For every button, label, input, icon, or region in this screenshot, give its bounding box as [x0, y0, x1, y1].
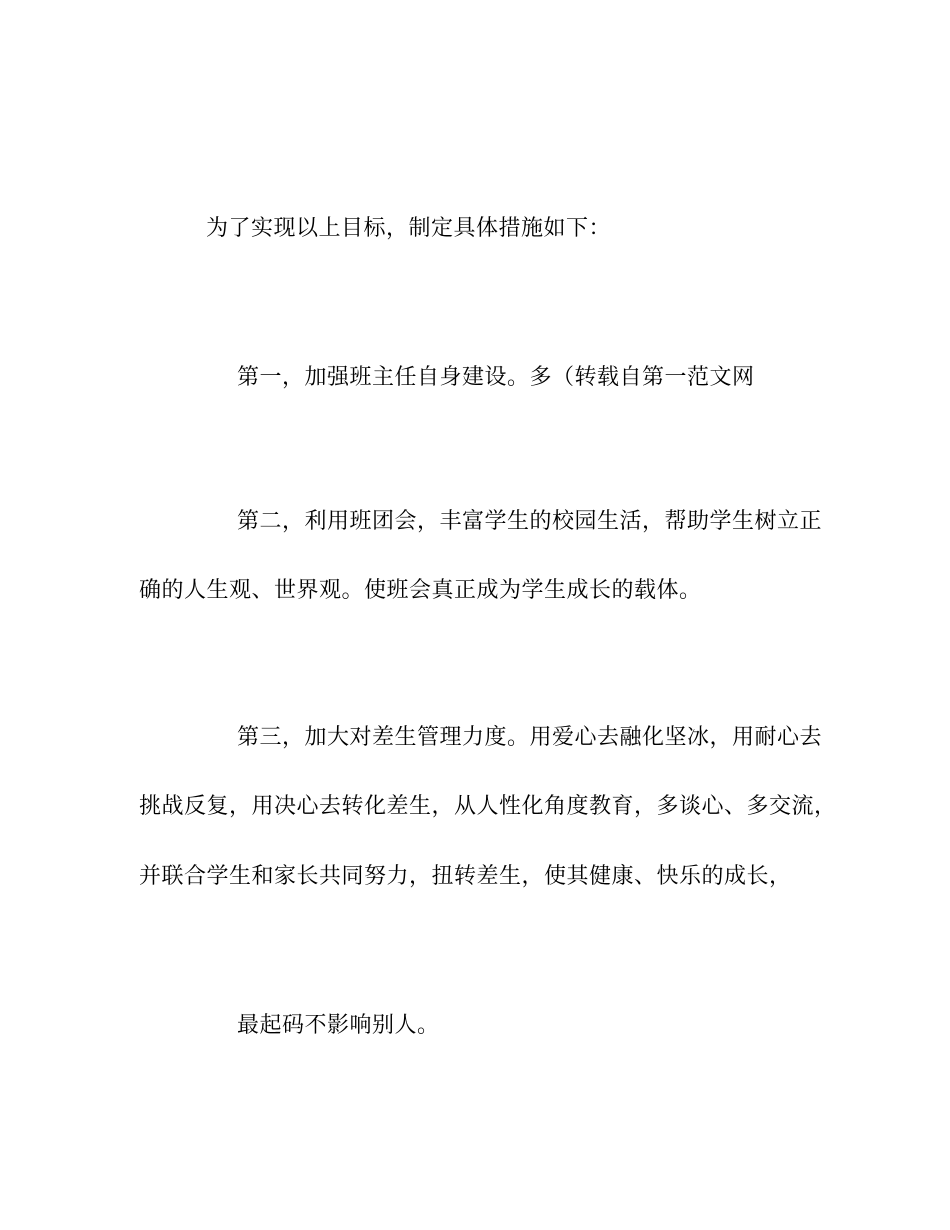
paragraph-closing: 最起码不影响别人。: [237, 1013, 440, 1038]
paragraph-third-measure-line-1: 第三，加大对差生管理力度。用爱心去融化坚冰，用耐心去: [237, 725, 823, 750]
paragraph-first-measure: 第一，加强班主任自身建设。多（转载自第一范文网: [237, 365, 755, 390]
paragraph-third-measure-line-3: 并联合学生和家长共同努力，扭转差生，使其健康、快乐的成长，: [139, 864, 792, 889]
paragraph-third-measure-line-2: 挑战反复，用决心去转化差生，从人性化角度教育，多谈心、多交流，: [139, 794, 837, 819]
paragraph-second-measure-line-1: 第二，利用班团会，丰富学生的校园生活，帮助学生树立正: [237, 509, 823, 534]
paragraph-measures-intro: 为了实现以上目标，制定具体措施如下：: [206, 216, 612, 241]
paragraph-second-measure-line-2: 确的人生观、世界观。使班会真正成为学生成长的载体。: [139, 578, 702, 603]
